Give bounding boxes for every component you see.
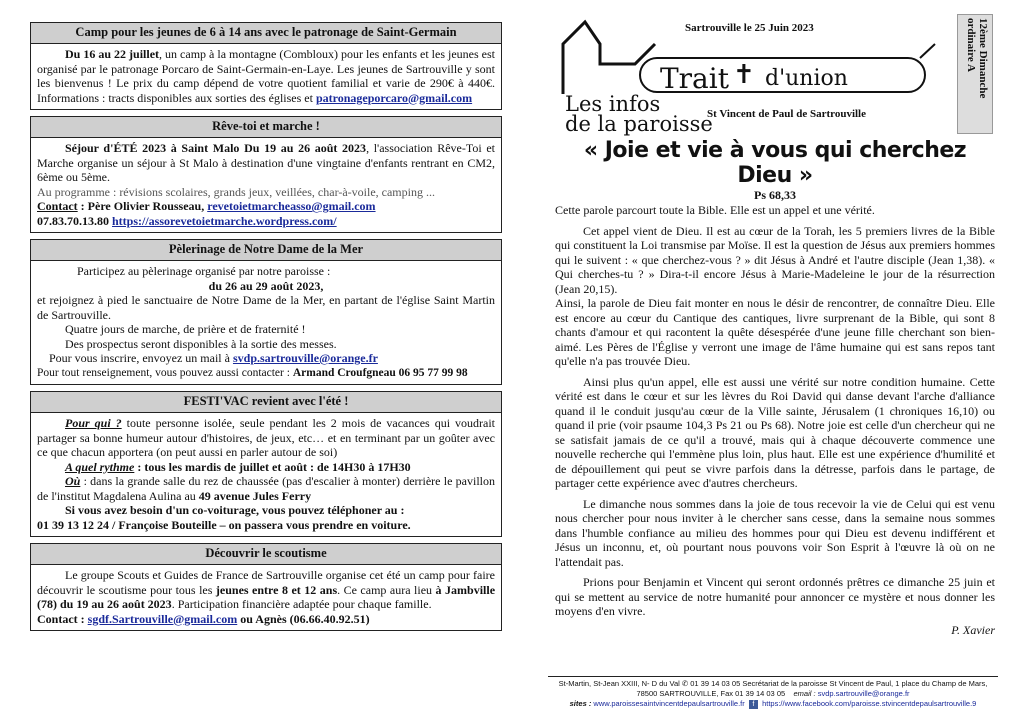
reve-phone: 07.83.70.13.80 [37, 213, 112, 228]
right-column [555, 14, 995, 638]
footer-line1: St-Martin, St-Jean XXIII, N- D du Val ✆ 01 39 14 03 05 Secrétariat de la paroisse St Vincent de Paul, 1 place du Champ de Mars, [558, 679, 988, 688]
scoutisme-title: Découvrir le scoutisme [31, 544, 501, 565]
reve-box [30, 116, 502, 233]
scoutisme-place: à Jambville (78) du 19 au 26 août 2023 [37, 582, 496, 611]
camp-box [30, 22, 502, 110]
reve-contact: : Père Olivier Rousseau, [77, 199, 208, 213]
festivac-q3-text: : dans la grande salle du rez de chaussée (pas d'escalier à monter) derrière le pavillon de l'institut Magdalena Aulina au [37, 474, 495, 503]
liturgy-label: 12ème Dimanche ordinaire A [965, 18, 989, 99]
scoutisme-ages: jeunes entre 8 et 12 ans [215, 582, 338, 597]
festivac-box [30, 391, 502, 537]
pelerinage-line5: Pour vous inscrire, envoyez un mail à [49, 351, 233, 365]
masthead-title-b: d'union [765, 66, 848, 91]
pelerinage-line1: Participez au pèlerinage organisé par notre paroisse : [77, 264, 331, 278]
pelerinage-line2: et rejoignez à pied le sanctuaire de Notre Dame de la Mer, en partant de l'église Saint Martin de Sartrouville. [37, 293, 495, 322]
festivac-q4: Si vous avez besoin d'un co-voiturage, vous pouvez téléphoner au : [65, 503, 405, 517]
masthead-sub1: Les infos [565, 92, 661, 116]
festivac-q5: 01 39 13 12 24 / Françoise Bouteille – on passera vous prendre en voiture. [37, 517, 411, 532]
scoutisme-text3: . Participation financière adaptée pour chaque famille. [171, 597, 432, 611]
parish-name: St Vincent de Paul de Sartrouville [707, 108, 866, 120]
headline-reference: Ps 68,33 [754, 188, 796, 202]
masthead [555, 14, 995, 136]
scoutisme-box [30, 543, 502, 631]
pelerinage-line4: Des prospectus seront disponibles à la sortie des messes. [65, 336, 337, 351]
festivac-q3-addr: 49 avenue Jules Ferry [198, 488, 312, 503]
paragraph-6: Prions pour Benjamin et Vincent qui seront ordonnés prêtres ce dimanche 25 juin et qui se mettent au service de notre humanité pour annoncer ce mystère et nous donner les moyens d'en vivre. [555, 575, 995, 618]
reve-program: Au programme : révisions scolaires, grands jeux, veillées, char-à-voile, camping ... [37, 184, 435, 199]
footer-site1-link[interactable]: www.paroissesaintvincentdepaulsartrouville.fr [593, 699, 745, 708]
reve-body [31, 138, 501, 232]
footer [548, 676, 998, 709]
paragraph-5: Le dimanche nous sommes dans la joie de tous recevoir la vie de Celui qui est venu nous chercher pour nous inviter à le chercher sans cesse, dans la semaine nous sommes dans l'humble confiance au milieu des hommes pour qui Dieu est devenu indifférent et Jésus un inconnu, et, où pourtant nous pouvons voir Son Esprit à l'œuvre là où on ne l'attendait pas. [555, 496, 995, 569]
scoutisme-body [31, 565, 501, 630]
camp-title: Camp pour les jeunes de 6 à 14 ans avec le patronage de Saint-Germain [31, 23, 501, 44]
headline: « Joie et vie à vous qui cherchez Dieu » [583, 138, 967, 188]
reve-title: Rêve-toi et marche ! [31, 117, 501, 138]
camp-text: , un camp à la montagne (Combloux) pour les enfants et les jeunes est organisé par le patronage Porcaro de Saint-Germain-en-Laye. Les jeunes de Sartrouville y sont les bienvenus ! Le prix du camp dépend de votre quotient familial et varie de 290€ à 440€. Informations : tracts disponibles aux sorties des églises et [37, 47, 495, 105]
masthead-sub2: de la paroisse [565, 112, 713, 136]
reve-text: , l'association Rêve-Toi et Marche organise un séjour à St Malo à destination d'une vingtaine d'enfants rentrant en CM2, 6ème ou 5ème. [37, 141, 495, 184]
masthead-title-a: Trait [660, 62, 729, 95]
footer-sites-label: sites : [569, 699, 594, 708]
left-column [30, 22, 502, 637]
reve-lead: Séjour d'ÉTÉ 2023 à Saint Malo Du 19 au 26 août 2023 [65, 141, 367, 155]
issue-date: Sartrouville le 25 Juin 2023 [685, 22, 814, 34]
scoutisme-text2: . Ce camp aura lieu [337, 582, 436, 597]
pelerinage-dates: du 26 au 29 août 2023, [208, 278, 324, 293]
reve-email-link[interactable]: revetoietmarcheasso@gmail.com [207, 199, 376, 213]
paragraph-3: Ainsi, la parole de Dieu fait monter en nous le désir de rencontrer, de connaître Dieu. Elle est encore au cœur du Cantique des cantiques, livre surprenant de la Bible, qui sont 8 chants d'amour et qui racontent la quête désespérée d'une jeune fille cherchant son bien-aimé. Les Pères de l'Église y verront une image de l'âme humaine qui est sans repos tant qu'elle n'a pas trouvée Dieu. [555, 296, 995, 368]
festivac-q2-label: A quel rythme [65, 459, 135, 474]
pelerinage-email-link[interactable]: svdp.sartrouville@orange.fr [232, 351, 378, 365]
scoutisme-contact-label: Contact : [37, 611, 88, 626]
pelerinage-body [31, 261, 501, 384]
reve-contact-label: Contact [37, 199, 78, 213]
scoutisme-email-link[interactable]: sgdf.Sartrouville@gmail.com [87, 611, 238, 626]
festivac-q3-label: Où [65, 474, 81, 488]
festivac-q1-label: Pour qui ? [65, 416, 122, 430]
footer-site2-link[interactable]: https://www.facebook.com/paroisse.stvincentdepaulsartrouville.9 [762, 699, 977, 708]
pelerinage-line6: Pour tout renseignement, vous pouvez aussi contacter : [37, 366, 293, 379]
footer-email-link[interactable]: svdp.sartrouville@orange.fr [817, 689, 910, 698]
signature: P. Xavier [951, 622, 995, 637]
pelerinage-box [30, 239, 502, 385]
footer-email-label: email : [793, 689, 818, 698]
facebook-icon: f [749, 700, 758, 709]
reve-url-link[interactable]: https://assorevetoietmarche.wordpress.com/ [112, 213, 337, 228]
festivac-q1-text: toute personne isolée, seule pendant les 2 mois de vacances qui voudrait partager sa bonne humeur autour d'histoires, de jeux, etc… et en terminant par un goûter avec ce que chacun apportera (on peut aussi en parler autour de soi) [37, 416, 495, 459]
pelerinage-title: Pèlerinage de Notre Dame de la Mer [31, 240, 501, 261]
festivac-title: FESTI'VAC revient avec l'été ! [31, 392, 501, 413]
camp-dates: Du 16 au 22 juillet [65, 47, 160, 61]
paragraph-4: Ainsi plus qu'un appel, elle est aussi une vérité sur notre condition humaine. Cette vérité est dans le cœur et sur les lèvres du Roi David qui danse devant l'arche d'alliance quand il le conduit jusqu'au cœur de la Ville sainte, Jérusalem (1 chroniques 16,10) ou quand il prie (voir psaume 104,3 Ps 21 ou Ps 68). Notre joie est celle d'un chercheur qui ne se satisfait jamais de ce qu'il a trouvé, mais qui à chaque découverte commence une nouvelle recherche qui l'emmène plus loin, plus haut. Elle est une expérience d'humilité et de dépouillement qui peut se vivre parfois dans la détresse, parfois dans le partage, de partager cette expérience avec d'autres chercheurs. [555, 374, 995, 490]
pelerinage-contact: Armand Croufgneau 06 95 77 99 98 [292, 366, 468, 379]
pelerinage-line3: Quatre jours de marche, de prière et de fraternité ! [65, 322, 306, 336]
paragraph-1: Cette parole parcourt toute la Bible. Elle est un appel et une vérité. [555, 203, 875, 217]
scoutisme-contact-rest: ou Agnès (06.66.40.92.51) [237, 611, 370, 626]
camp-body [31, 44, 501, 109]
festivac-q2-text: : tous les mardis de juillet et août : de 14H30 à 17H30 [134, 459, 411, 474]
camp-email-link[interactable]: patronageporcaro@gmail.com [315, 90, 473, 105]
festivac-body [31, 413, 501, 536]
paragraph-2: Cet appel vient de Dieu. Il est au cœur de la Torah, les 5 premiers livres de la Bible qui constituent la Loi transmise par Moïse. Il est la question de Jésus aux premiers hommes qui le suivent : « que cherchez-vous ? » dit Jésus à André et l'autre disciple (Jean 1,38). « Qui cherches-tu ? » Dira-t-il encore Jésus à Marie-Madeleine le jour de la résurrection (Jean 20,15). [555, 223, 995, 296]
masthead-subtitle [565, 94, 713, 134]
footer-line2: 78500 SARTROUVILLE, Fax 01 39 14 03 05 [636, 689, 786, 698]
scoutisme-text1: Le groupe Scouts et Guides de France de Sartrouville organise cet été un camp pour faire découvrir le scoutisme pour tous les [37, 568, 495, 597]
cross-icon: ✝ [733, 60, 755, 89]
